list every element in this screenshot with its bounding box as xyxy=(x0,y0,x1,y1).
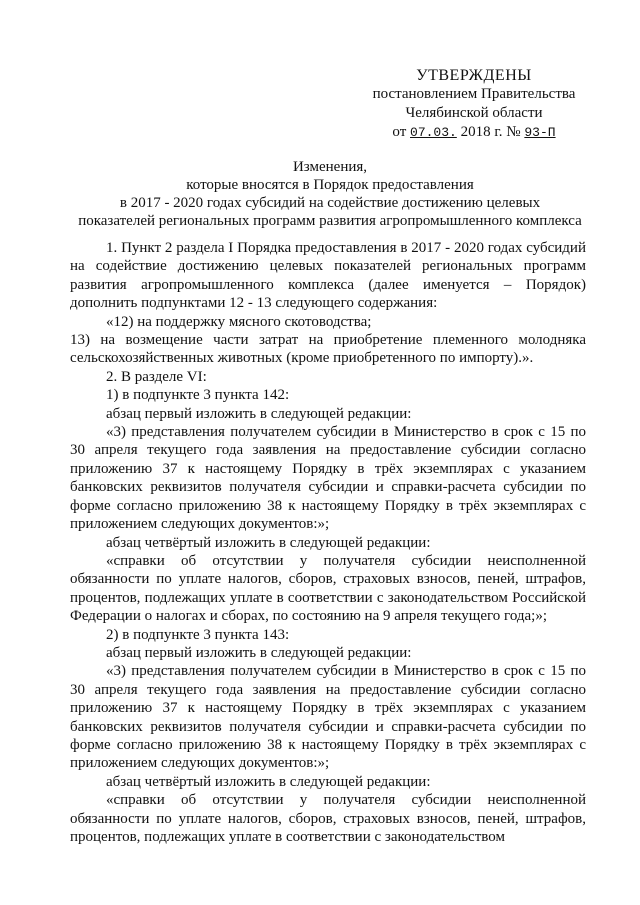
paragraph-2: «12) на поддержку мясного скотоводства; xyxy=(106,313,372,330)
approval-line2: Челябинской области xyxy=(405,105,543,121)
paragraph-11: абзац первый изложить в следующей редакции: xyxy=(106,644,412,661)
paragraph-12: «3) представления получателем субсидии в Министерство в срок с 15 по 30 апреля текущего года заявления на предоставление субсидии согласно приложению 37 к настоящему Порядку в трёх экземплярах с указанием банковских реквизитов получателя субсидии и справки-расчета субсидии по форме согласно приложению 38 к настоящему Порядку в трёх экземплярах с приложением следующих документов:»; xyxy=(70,663,586,772)
paragraph-14: «справки об отсутствии у получателя субсидии неисполненной обязанности по уплате налогов, сборов, страховых взносов, пеней, штрафов, процентов, подлежащих уплате в соответствии с законодательством xyxy=(70,792,586,845)
approval-stamp xyxy=(368,66,580,142)
date-prefix: от xyxy=(392,124,407,140)
paragraph-4: 2. В разделе VI: xyxy=(106,368,207,385)
paragraph-5: 1) в подпункте 3 пункта 142: xyxy=(106,387,290,404)
paragraph-13: абзац четвёртый изложить в следующей редакции: xyxy=(106,773,431,790)
approval-number: 93-П xyxy=(524,125,556,140)
heading-line3: в 2017 - 2020 годах субсидий на содействие достижению целевых xyxy=(119,195,541,211)
document-body xyxy=(70,239,586,846)
paragraph-7: «3) представления получателем субсидии в Министерство в срок с 15 по 30 апреля текущего года заявления на предоставление субсидии согласно приложению 37 к настоящему Порядку в трёх экземплярах с указанием банковских реквизитов получателя субсидии и справки-расчета субсидии по форме согласно приложению 38 к настоящему Порядку в трёх экземплярах с приложением следующих документов:»; xyxy=(70,424,586,533)
approval-date-line xyxy=(368,123,580,142)
approval-year-part: 2018 г. № xyxy=(460,124,521,140)
heading-line2: которые вносятся в Порядок предоставления xyxy=(186,177,474,193)
paragraph-8: абзац четвёртый изложить в следующей редакции: xyxy=(106,534,431,551)
heading-line4: показателей региональных программ развития агропромышленного комплекса xyxy=(78,213,582,229)
document-heading xyxy=(60,158,600,230)
paragraph-3: 13) на возмещение части затрат на приобретение племенного молодняка сельскохозяйственных животных (кроме приобретенного по импорту).». xyxy=(70,332,586,367)
paragraph-6: абзац первый изложить в следующей редакции: xyxy=(106,405,412,422)
paragraph-1: 1. Пункт 2 раздела I Порядка предоставления в 2017 - 2020 годах субсидий на содействие достижению целевых показателей региональных программ развития агропромышленного комплекса (далее именуется – Порядок) дополнить подпунктами 12 - 13 следующего содержания: xyxy=(70,240,586,312)
approval-title: УТВЕРЖДЕНЫ xyxy=(416,67,532,84)
paragraph-9: «справки об отсутствии у получателя субсидии неисполненной обязанности по уплате налогов, сборов, страховых взносов, пеней, штрафов, процентов, подлежащих уплате в соответствии с законодательством Российской Федерации о налогах и сборах, по состоянию на 9 апреля текущего года;»; xyxy=(70,552,586,625)
heading-line1: Изменения, xyxy=(292,159,368,175)
paragraph-10: 2) в подпункте 3 пункта 143: xyxy=(106,626,290,643)
approval-line1: постановлением Правительства xyxy=(372,86,576,102)
approval-date: 07.03. xyxy=(410,125,457,140)
